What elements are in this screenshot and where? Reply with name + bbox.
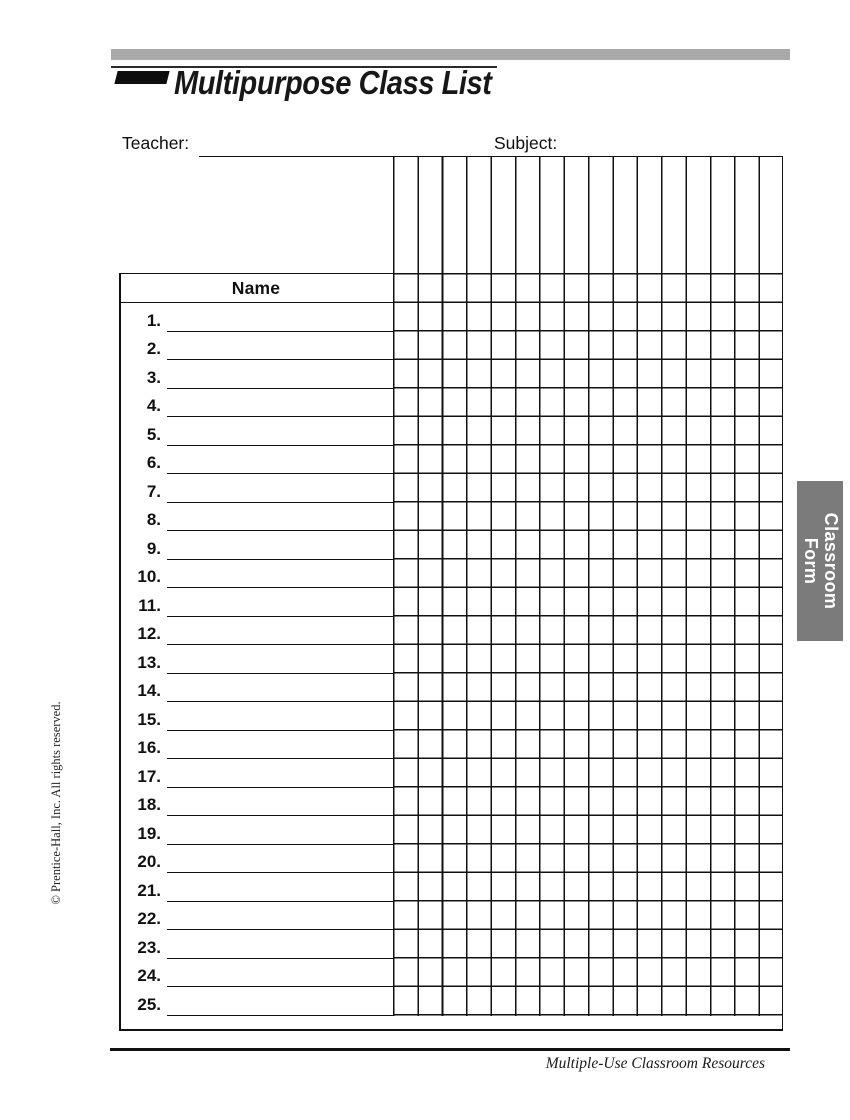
tab-line-2: Form (801, 537, 821, 585)
table-row (119, 731, 393, 760)
name-line[interactable] (167, 331, 393, 361)
row-number: 8. (146, 510, 161, 529)
row-number: 16. (137, 738, 161, 757)
table-row (119, 959, 393, 988)
row-number: 4. (146, 396, 161, 415)
name-line[interactable] (167, 758, 393, 788)
name-line[interactable] (167, 986, 393, 1016)
row-number: 17. (137, 766, 161, 786)
table-row (119, 474, 393, 503)
row-number: 6. (146, 453, 161, 472)
table-row (119, 303, 393, 332)
name-line[interactable] (167, 673, 393, 703)
name-line[interactable] (167, 359, 393, 389)
table-row (119, 531, 393, 560)
table-row (119, 702, 393, 731)
name-line[interactable] (167, 473, 393, 503)
classroom-form-tab-text (797, 481, 843, 641)
table-bottom-border (119, 1029, 783, 1031)
name-line[interactable] (167, 901, 393, 931)
name-line[interactable] (167, 616, 393, 646)
table-row (119, 930, 393, 959)
table-row (119, 987, 393, 1016)
table-row (119, 873, 393, 902)
table-row (119, 446, 393, 475)
row-number: 21. (137, 880, 161, 900)
name-line[interactable] (167, 958, 393, 988)
table-row (119, 816, 393, 845)
name-header-label: Name (231, 277, 281, 298)
name-line[interactable] (167, 815, 393, 845)
row-number: 20. (137, 852, 161, 871)
footer-book-title: Multiple-Use Classroom Resources (545, 1055, 765, 1072)
name-line[interactable] (167, 559, 393, 589)
footer-rule (110, 1048, 790, 1051)
name-line[interactable] (167, 502, 393, 532)
tab-line-1: Classroom (820, 512, 841, 610)
row-number: 25. (137, 994, 161, 1014)
copyright-text: © Prentice-Hall, Inc. All rights reserved. (49, 701, 63, 905)
table-row (119, 503, 393, 532)
row-number: 23. (137, 937, 161, 957)
name-line[interactable] (167, 644, 393, 674)
table-row (119, 360, 393, 389)
row-number: 5. (146, 424, 161, 444)
title-dash (114, 71, 169, 84)
top-gray-bar (111, 49, 790, 60)
table-row (119, 902, 393, 931)
name-line[interactable] (167, 530, 393, 560)
name-line[interactable] (167, 416, 393, 446)
table-row (119, 389, 393, 418)
row-number: 2. (146, 339, 161, 358)
table-row (119, 617, 393, 646)
row-number: 14. (137, 681, 161, 700)
row-number: 24. (137, 966, 161, 985)
name-line[interactable] (167, 872, 393, 902)
row-number: 22. (137, 909, 161, 928)
subject-label: Subject: (494, 133, 558, 153)
row-number: 12. (137, 624, 161, 643)
grade-grid-row-lines (393, 273, 783, 1016)
table-row (119, 417, 393, 446)
name-line[interactable] (167, 929, 393, 959)
name-line[interactable] (167, 388, 393, 418)
row-number: 13. (137, 652, 161, 672)
row-number: 9. (146, 538, 161, 558)
name-line[interactable] (167, 445, 393, 475)
name-line[interactable] (167, 701, 393, 731)
row-number: 3. (146, 367, 161, 387)
row-number: 19. (137, 823, 161, 843)
row-number: 18. (137, 795, 161, 814)
table-right-border (782, 157, 784, 1031)
row-number: 15. (137, 709, 161, 729)
table-row (119, 588, 393, 617)
table-row (119, 645, 393, 674)
teacher-label: Teacher: (122, 133, 190, 153)
classroom-form-tab (797, 481, 843, 641)
name-line[interactable] (167, 844, 393, 874)
copyright-notice (49, 690, 75, 916)
table-row (119, 332, 393, 361)
row-number: 1. (146, 310, 161, 330)
row-number: 10. (137, 567, 161, 586)
table-row (119, 845, 393, 874)
page-title: Multipurpose Class List (174, 64, 492, 101)
row-number: 7. (146, 481, 161, 501)
table-row (119, 759, 393, 788)
name-line[interactable] (167, 587, 393, 617)
table-row (119, 674, 393, 703)
table-row (119, 560, 393, 589)
name-line[interactable] (167, 302, 393, 332)
table-row (119, 788, 393, 817)
name-line[interactable] (167, 787, 393, 817)
name-column-header (119, 273, 393, 303)
name-line[interactable] (167, 730, 393, 760)
row-number: 11. (138, 595, 161, 615)
